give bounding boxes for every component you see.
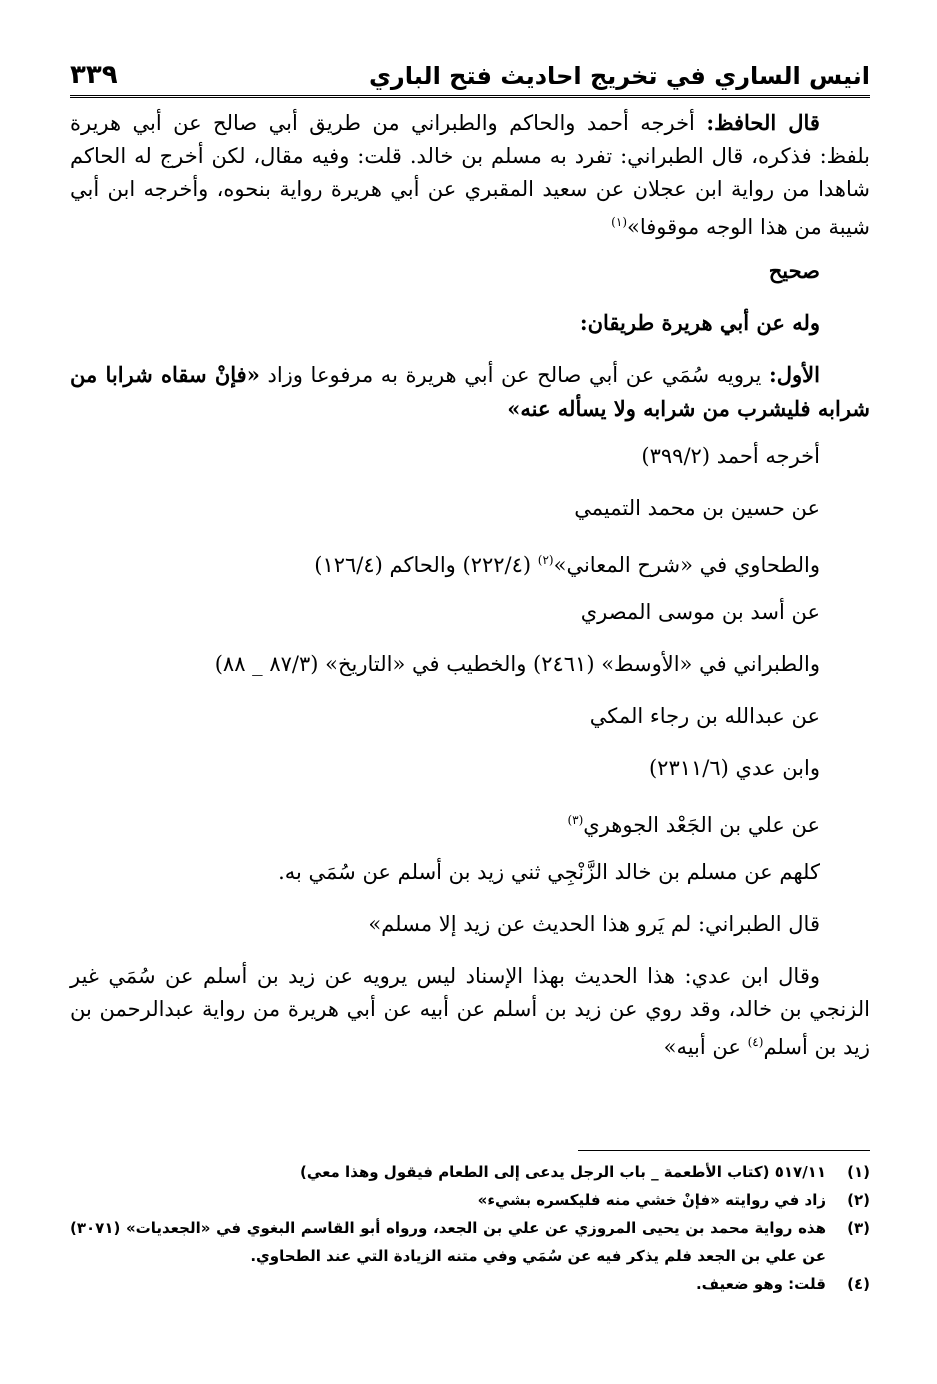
source-tahawi: [70, 544, 870, 596]
ibn-adi-end: عن أبيه»: [663, 1035, 741, 1059]
footnote-rule: [578, 1150, 870, 1151]
footnote-number: (٤): [847, 1275, 870, 1293]
footnote-ref-3: (٣): [567, 813, 584, 827]
hafiz-label: قال الحافظ:: [706, 110, 820, 135]
main-text: [70, 106, 870, 1064]
footnotes: [70, 1158, 870, 1298]
paragraph-ibn-adi: [70, 960, 870, 1064]
tahawi-refs: (٢٢٢/٤) والحاكم (١٢٦/٤): [314, 553, 532, 577]
grade-sahih: صحيح: [768, 258, 820, 283]
chain-summary: كلهم عن مسلم بن خالد الزَّنْجِي ثني زيد بن أسلم عن سُمَي به.: [278, 860, 820, 884]
footnote: [70, 1186, 870, 1214]
tahawi-text: والطحاوي في «شرح المعاني»: [553, 553, 820, 577]
tabarani-quote: قال الطبراني: لم يَرو هذا الحديث عن زيد إلا مسلم»: [368, 912, 820, 936]
footnote-number: (١): [847, 1163, 870, 1181]
first-addition: «فإنْ سقاه شرابا من شرابه فليشرب من شرابه ولا يسأله عنه»: [70, 362, 870, 421]
footnote-text: ٥١٧/١١ (كتاب الأطعمة _ باب الرجل يدعى إلى الطعام فيقول وهذا معي): [300, 1163, 826, 1181]
footnote: [70, 1270, 870, 1298]
footnote-ref-1: (١): [611, 215, 627, 229]
paragraph-first-route: [70, 358, 870, 426]
page-number: ٣٣٩: [70, 60, 118, 90]
subheading-tariqan: وله عن أبي هريرة طريقان:: [579, 310, 820, 335]
source-tabarani: والطبراني في «الأوسط» (٢٤٦١) والخطيب في «التاريخ» (٨٧/٣ _ ٨٨): [214, 652, 820, 676]
ibn-adi-text: وقال ابن عدي: هذا الحديث بهذا الإسناد ليس يرويه عن زيد بن أسلم عن سُمَي غير الزنجي بن خالد، وقد روي عن زيد بن أسلم عن أبيه عن أبي هريرة من رواية عبدالرحمن بن زيد بن أسلم: [70, 964, 870, 1059]
footnote-ref-4: (٤): [747, 1035, 764, 1049]
header-rule: [70, 95, 870, 98]
footnote: [70, 1214, 870, 1270]
footnote-text: قلت: وهو ضعيف.: [695, 1275, 826, 1293]
running-header: [70, 50, 870, 90]
source-ibn-adi: وابن عدي (٢٣١١/٦): [648, 756, 820, 780]
footnote-text: هذه رواية محمد بن يحيى المروزي عن علي بن الجعد، ورواه أبو القاسم البغوي في «الجعديات» (٣٠٧١) عن علي بن الجعد فلم يذكر فيه عن سُمَي وفي متنه الزيادة التي عند الطحاوي.: [70, 1219, 826, 1265]
hafiz-text: أخرجه أحمد والحاكم والطبراني من طريق أبي صالح عن أبي هريرة بلفظ: فذكره، قال الطبراني: تفرد به مسلم بن خالد. قلت: وفيه مقال، لكن أخرج له الحاكم شاهدا من رواية ابن عجلان عن سعيد المقبري عن أبي هريرة رواية بنحوه، وأخرجه ابن أبي شيبة من هذا الوجه موقوفا»: [70, 111, 870, 239]
footnote-ref-2: (٢): [537, 553, 554, 567]
footnote: [70, 1158, 870, 1186]
book-title: انيس الساري في تخريج احاديث فتح الباري: [368, 62, 870, 90]
ali-text: عن علي بن الجَعْد الجوهري: [583, 813, 820, 837]
footnote-text: زاد في روايته «فإنْ خشي منه فليكسره بشيء»: [477, 1191, 826, 1209]
narrator-asad: عن أسد بن موسى المصري: [580, 600, 820, 624]
narrator-abdullah: عن عبدالله بن رجاء المكي: [589, 704, 820, 728]
narrator-husayn: عن حسين بن محمد التميمي: [574, 496, 820, 520]
footnote-number: (٣): [847, 1219, 870, 1237]
first-text: يرويه سُمَي عن أبي صالح عن أبي هريرة به مرفوعا وزاد: [267, 363, 762, 387]
narrator-ali: [70, 804, 870, 856]
paragraph-hafiz: [70, 106, 870, 244]
first-label: الأول:: [769, 362, 820, 387]
footnote-number: (٢): [847, 1191, 870, 1209]
source-ahmad: أخرجه أحمد (٣٩٩/٢): [641, 444, 820, 468]
